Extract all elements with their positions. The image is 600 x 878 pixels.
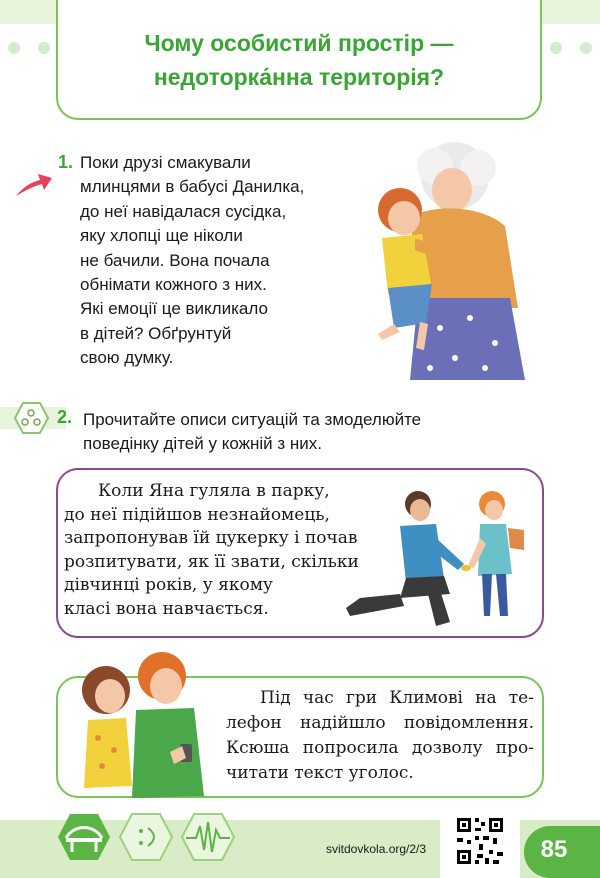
smile-icon <box>118 812 174 862</box>
task-1-line: млинцями в бабусі Данилка, <box>80 177 305 197</box>
situation-2-line: Ксюша попросила дозволу про- <box>226 738 534 758</box>
qr-code-icon[interactable] <box>455 816 505 866</box>
title-line-1: Чому особистий простір — <box>144 30 454 56</box>
situation-1-line: до неї підійшов незнайомець, <box>64 504 330 525</box>
task-1-line: свою думку. <box>80 348 174 368</box>
situation-1-line: Коли Яна гуляла в парку, <box>98 481 330 501</box>
bridge-icon <box>56 812 112 862</box>
task-1-number: 1. <box>58 152 74 172</box>
situation-2-line: лефон надійшло повідомлення. <box>226 713 534 733</box>
task-2-line: Прочитайте описи ситуацій та змоделюйте <box>83 410 422 429</box>
page-title <box>58 26 540 94</box>
task-1-line: не бачили. Вона почала <box>80 250 270 270</box>
task-1-line: Поки друзі смакували <box>80 153 251 172</box>
task-2-line: поведінку дітей у кожній з них. <box>83 434 322 453</box>
title-line-2: недоторка́нна територія? <box>153 64 445 90</box>
task-1-line: яку хлопці ще ніколи <box>80 226 243 246</box>
situation-1-line: запропонував їй цукерку і почав <box>64 528 358 548</box>
task-2-number: 2. <box>57 407 73 427</box>
task-1-text <box>80 151 310 371</box>
pink-arrow-icon <box>14 164 54 200</box>
stranger-girl-illustration <box>340 482 540 632</box>
task-1-line: до неї навідалася сусідка, <box>80 201 287 221</box>
kids-phone-illustration <box>70 646 220 798</box>
task-1-line: в дітей? Обґрунтуй <box>80 323 232 343</box>
title-box <box>56 0 542 120</box>
situation-2-line: Під час гри Климові на те- <box>260 688 534 708</box>
situation-1-line: розпитувати, як її звати, скільки <box>64 551 359 572</box>
situation-1-line: класі вона навчається. <box>64 598 269 619</box>
grandma-hug-illustration <box>360 138 530 388</box>
situation-1-line: дівчинці років, у якому <box>64 575 273 595</box>
task-2-text <box>83 408 583 456</box>
footer-url[interactable]: svitdovkola.org/2/3 <box>326 842 427 856</box>
situation-1-text <box>64 480 374 621</box>
situation-2-line: читати текст уголос. <box>226 763 414 783</box>
page-number: 85 <box>540 836 568 863</box>
situation-2-text <box>226 686 534 786</box>
task-1-line: Які емоції це викликало <box>80 299 268 319</box>
heartbeat-icon <box>180 812 236 862</box>
task-1-line: обнімати кожного з них. <box>80 275 267 295</box>
